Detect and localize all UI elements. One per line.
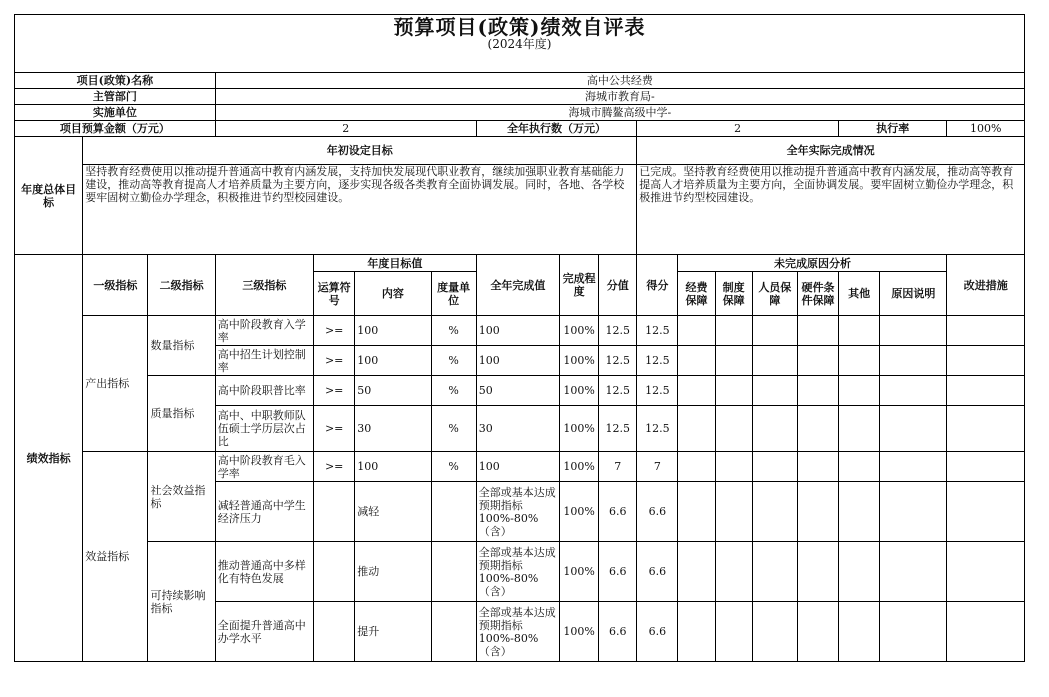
indicator-unit: %: [431, 376, 476, 406]
level2-social: 社会效益指标: [148, 452, 215, 542]
page-title: 预算项目(政策)绩效自评表: [393, 15, 646, 39]
evaluation-sheet: [14, 14, 1025, 662]
indicator-annual: 30: [476, 406, 559, 452]
indicator-content: 100: [355, 316, 431, 346]
project-name-label: 项目(政策)名称: [15, 73, 216, 89]
header-level3: 三级指标: [215, 255, 313, 316]
header-funding: 经费保障: [678, 272, 715, 316]
indicator-got: 6.6: [637, 542, 678, 602]
indicator-score: 12.5: [599, 406, 637, 452]
initial-goal-header: 年初设定目标: [83, 137, 637, 165]
goal-row-label: 年度总体目标: [15, 137, 83, 255]
indicator-op: >=: [314, 452, 355, 482]
header-degree: 完成程度: [560, 255, 599, 316]
indicator-unit: %: [431, 346, 476, 376]
rate-value: 100%: [947, 121, 1025, 137]
indicator-op: >=: [314, 316, 355, 346]
header-reasons: 未完成原因分析: [678, 255, 947, 272]
exec-value: 2: [637, 121, 839, 137]
indicator-degree: 100%: [560, 482, 599, 542]
indicator-op: [314, 482, 355, 542]
indicator-name: 全面提升普通高中办学水平: [215, 602, 313, 662]
indicator-name: 高中阶段教育毛入学率: [215, 452, 313, 482]
indicator-op: >=: [314, 376, 355, 406]
header-hardware: 硬件条件保障: [797, 272, 838, 316]
indicator-content: 减轻: [355, 482, 431, 542]
budget-label: 项目预算金额（万元）: [15, 121, 216, 137]
level1-output: 产出指标: [83, 316, 148, 452]
indicator-score: 12.5: [599, 346, 637, 376]
indicator-op: >=: [314, 406, 355, 452]
indicator-got: 6.6: [637, 482, 678, 542]
indicator-unit: %: [431, 452, 476, 482]
actual-goal-header: 全年实际完成情况: [637, 137, 1025, 165]
indicator-annual: 全部或基本达成预期指标100%-80%（含）: [476, 542, 559, 602]
indicator-content: 50: [355, 376, 431, 406]
indicator-annual: 50: [476, 376, 559, 406]
level1-benefit: 效益指标: [83, 452, 148, 662]
indicator-name: 高中招生计划控制率: [215, 346, 313, 376]
header-improve: 改进措施: [947, 255, 1025, 316]
indicator-degree: 100%: [560, 316, 599, 346]
indicator-annual: 100: [476, 316, 559, 346]
rate-label: 执行率: [839, 121, 947, 137]
table-row: [15, 452, 1025, 482]
dept-value: 海城市教育局-: [215, 89, 1024, 105]
indicator-degree: 100%: [560, 452, 599, 482]
header-unit: 度量单位: [431, 272, 476, 316]
unit-value: 海城市腾鳌高级中学-: [215, 105, 1024, 121]
header-level1: 一级指标: [83, 255, 148, 316]
header-op: 运算符号: [314, 272, 355, 316]
indicator-name: 高中阶段教育入学率: [215, 316, 313, 346]
dept-label: 主管部门: [15, 89, 216, 105]
indicator-got: 12.5: [637, 316, 678, 346]
indicator-unit: [431, 602, 476, 662]
indicator-got: 7: [637, 452, 678, 482]
level2-quantity: 数量指标: [148, 316, 215, 376]
header-content: 内容: [355, 272, 431, 316]
table-row: [15, 376, 1025, 406]
perf-row-label: 绩效指标: [15, 255, 83, 662]
table-row: [15, 542, 1025, 602]
indicator-unit: [431, 542, 476, 602]
indicator-score: 12.5: [599, 316, 637, 346]
initial-goal-text: 坚持教育经费使用以推动提升普通高中教育内涵发展，支持加快发展现代职业教育，继续加强职业教育基础能力建设，推动高等教育提高人才培养质量为主要方向，逐步实现各级各类教育全面协调发展。同时，各地、各学校要牢固树立勤俭办学理念，积极推进节约型校园建设。: [83, 165, 637, 255]
indicator-annual: 全部或基本达成预期指标100%-80%（含）: [476, 482, 559, 542]
indicator-content: 100: [355, 346, 431, 376]
header-annual: 全年完成值: [476, 255, 559, 316]
level2-sustain: 可持续影响指标: [148, 542, 215, 662]
budget-value: 2: [215, 121, 476, 137]
indicator-got: 12.5: [637, 406, 678, 452]
level2-quality: 质量指标: [148, 376, 215, 452]
indicator-content: 推动: [355, 542, 431, 602]
indicator-score: 6.6: [599, 542, 637, 602]
header-score: 分值: [599, 255, 637, 316]
indicator-name: 减轻普通高中学生经济压力: [215, 482, 313, 542]
indicator-unit: %: [431, 316, 476, 346]
indicator-name: 高中、中职教师队伍硕士学历层次占比: [215, 406, 313, 452]
table-row: [15, 316, 1025, 346]
indicator-content: 提升: [355, 602, 431, 662]
header-target: 年度目标值: [314, 255, 477, 272]
exec-label: 全年执行数（万元）: [476, 121, 637, 137]
indicator-degree: 100%: [560, 376, 599, 406]
indicator-name: 推动普通高中多样化有特色发展: [215, 542, 313, 602]
indicator-degree: 100%: [560, 406, 599, 452]
header-other: 其他: [839, 272, 880, 316]
indicator-unit: %: [431, 406, 476, 452]
header-explain: 原因说明: [880, 272, 947, 316]
indicator-degree: 100%: [560, 542, 599, 602]
unit-label: 实施单位: [15, 105, 216, 121]
indicator-content: 30: [355, 406, 431, 452]
indicator-content: 100: [355, 452, 431, 482]
indicator-got: 12.5: [637, 346, 678, 376]
indicator-score: 7: [599, 452, 637, 482]
title-cell: [15, 15, 1025, 73]
indicator-name: 高中阶段职普比率: [215, 376, 313, 406]
indicator-degree: 100%: [560, 346, 599, 376]
indicator-annual: 100: [476, 346, 559, 376]
indicator-annual: 100: [476, 452, 559, 482]
indicator-annual: 全部或基本达成预期指标100%-80%（含）: [476, 602, 559, 662]
header-level2: 二级指标: [148, 255, 215, 316]
indicator-score: 12.5: [599, 376, 637, 406]
header-staff: 人员保障: [752, 272, 797, 316]
indicator-degree: 100%: [560, 602, 599, 662]
indicator-unit: [431, 482, 476, 542]
year-label: (2024年度): [487, 37, 552, 51]
evaluation-table: [14, 14, 1025, 662]
indicator-op: [314, 542, 355, 602]
indicator-got: 6.6: [637, 602, 678, 662]
indicator-score: 6.6: [599, 602, 637, 662]
indicator-got: 12.5: [637, 376, 678, 406]
header-system: 制度保障: [715, 272, 752, 316]
header-got: 得分: [637, 255, 678, 316]
actual-goal-text: 已完成。坚持教育经费使用以推动提升普通高中教育内涵发展，推动高等教育提高人才培养质量为主要方向，全面协调发展。要牢固树立勤俭办学理念，积极推进节约型校园建设。: [637, 165, 1025, 255]
indicator-op: >=: [314, 346, 355, 376]
project-name-value: 高中公共经费: [215, 73, 1024, 89]
indicator-score: 6.6: [599, 482, 637, 542]
indicator-op: [314, 602, 355, 662]
